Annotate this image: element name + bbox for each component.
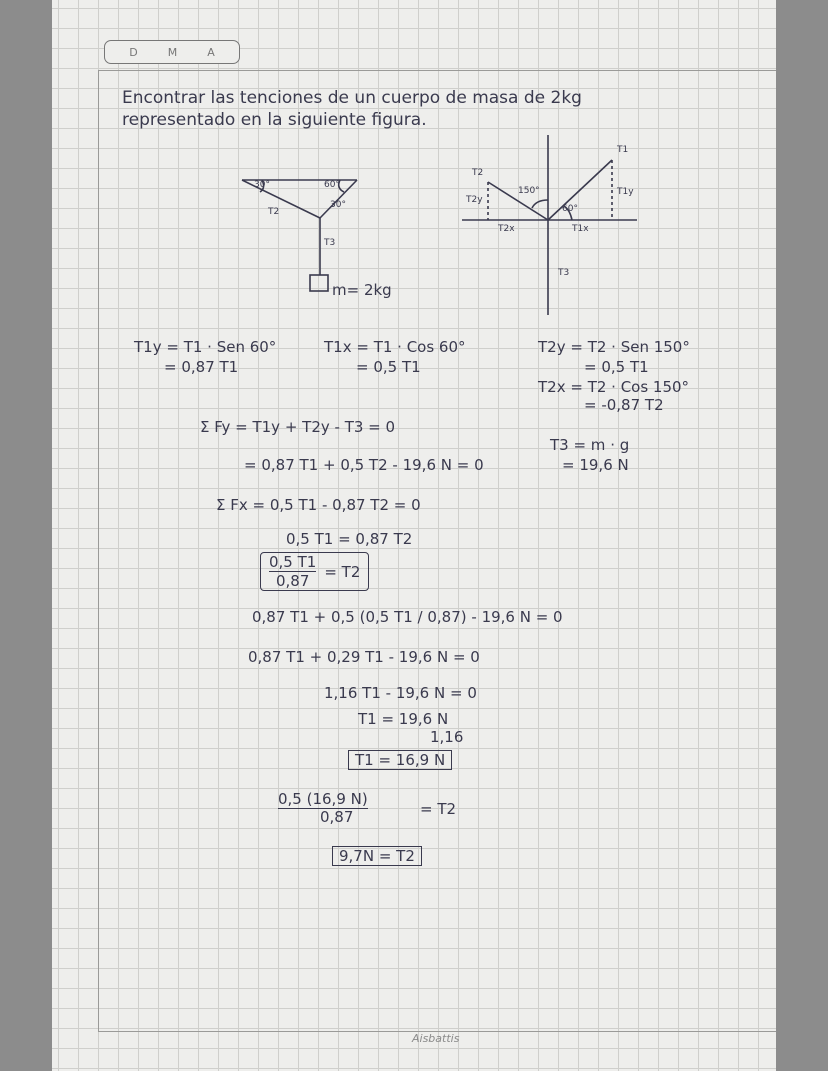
- substitution-3: 1,16 T1 - 19,6 N = 0: [324, 684, 477, 702]
- sum-fy-sub: = 0,87 T1 + 0,5 T2 - 19,6 N = 0: [244, 456, 484, 474]
- t1-fraction-num: T1 = 19,6 N: [358, 710, 449, 728]
- label-angle-inner: 30°: [330, 200, 346, 210]
- label-mass: m= 2kg: [332, 281, 392, 299]
- fbd-label-t1y: T1y: [617, 187, 634, 197]
- t2x-value: = -0,87 T2: [584, 396, 664, 414]
- fraction-rhs: = T2: [324, 562, 361, 581]
- substitution: 0,87 T1 + 0,5 (0,5 T1 / 0,87) - 19,6 N = 0: [252, 608, 563, 626]
- notebook-page: [52, 0, 776, 1071]
- t2-fraction-den: 0,87: [320, 808, 354, 826]
- t2x-formula: T2x = T2 · Cos 150°: [538, 378, 690, 396]
- eq-0-5t1: 0,5 T1 = 0,87 T2: [286, 530, 413, 548]
- fbd-label-t3: T3: [558, 268, 570, 278]
- fbd-label-t2y: T2y: [466, 195, 483, 205]
- t1y-formula: T1y = T1 · Sen 60°: [134, 338, 277, 356]
- fraction-denominator: 0,87: [275, 572, 310, 590]
- t1-result: T1 = 16,9 N: [348, 750, 452, 770]
- grid-border: [98, 70, 776, 1032]
- t2y-formula: T2y = T2 · Sen 150°: [538, 338, 690, 356]
- t2-result: 9,7N = T2: [332, 846, 422, 866]
- label-t3-figure: T3: [324, 238, 336, 248]
- signature: Aisbattis: [412, 1032, 460, 1045]
- free-body-diagram: [452, 130, 652, 325]
- t3-formula: T3 = m · g: [550, 436, 630, 454]
- header-letter-d: D: [129, 45, 138, 59]
- fbd-label-t1: T1: [617, 145, 629, 155]
- arc-150: [532, 200, 548, 208]
- vector-t1: [548, 160, 612, 220]
- t2-fraction-rhs: = T2: [420, 800, 457, 818]
- t1-fraction-den: 1,16: [430, 728, 464, 746]
- header-letter-a: A: [207, 45, 215, 59]
- label-t2-figure: T2: [268, 207, 280, 217]
- fbd-label-t2x: T2x: [498, 224, 515, 234]
- fraction-box: [260, 552, 369, 591]
- mass-box: [310, 275, 328, 291]
- t3-value: = 19,6 N: [562, 456, 629, 474]
- sum-fx: Σ Fx = 0,5 T1 - 0,87 T2 = 0: [216, 496, 421, 514]
- header-box: [104, 40, 240, 64]
- label-angle-30: 30°: [254, 180, 270, 190]
- fraction: [269, 553, 316, 590]
- t1x-value: = 0,5 T1: [356, 358, 421, 376]
- fbd-label-t1x: T1x: [572, 224, 589, 234]
- fbd-label-60: 60°: [562, 204, 578, 214]
- t2y-value: = 0,5 T1: [584, 358, 649, 376]
- t1x-formula: T1x = T1 · Cos 60°: [324, 338, 466, 356]
- t1y-value: = 0,87 T1: [164, 358, 239, 376]
- fbd-label-t2: T2: [472, 168, 484, 178]
- header-letter-m: M: [167, 45, 178, 59]
- fbd-label-150: 150°: [518, 186, 540, 196]
- label-angle-60: 60°: [324, 180, 340, 190]
- problem-line-2: representado en la siguiente figura.: [122, 110, 427, 130]
- substitution-2: 0,87 T1 + 0,29 T1 - 19,6 N = 0: [248, 648, 480, 666]
- sum-fy: Σ Fy = T1y + T2y - T3 = 0: [200, 418, 396, 436]
- t2-fraction-num: 0,5 (16,9 N): [278, 790, 368, 808]
- fraction-numerator: 0,5 T1: [269, 553, 317, 571]
- problem-line-1: Encontrar las tenciones de un cuerpo de masa de 2kg: [122, 88, 582, 108]
